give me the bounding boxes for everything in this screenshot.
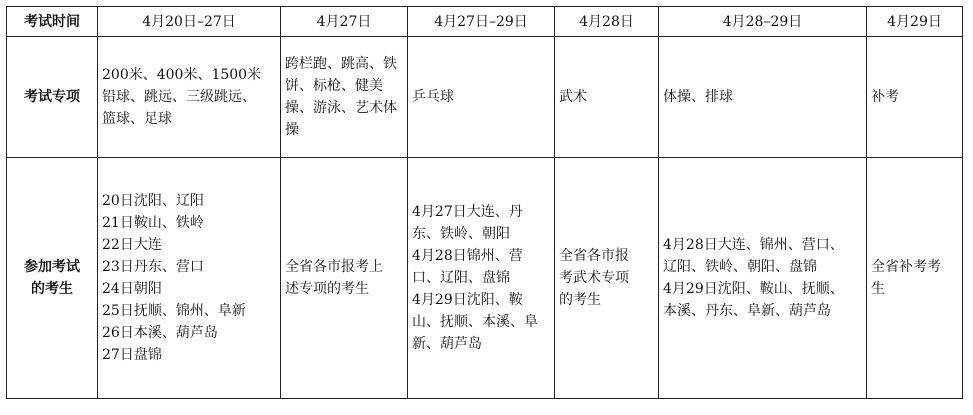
cell-line: 全省各市报 bbox=[559, 248, 629, 264]
cell-line: 23日丹东、营口 bbox=[102, 259, 204, 275]
cell-line: 武术 bbox=[559, 89, 587, 105]
cell-line: 4月29日沈阳、鞍 bbox=[412, 292, 523, 308]
candidate-cell bbox=[408, 158, 555, 399]
header-label-exam-time: 考试时间 bbox=[7, 7, 98, 37]
cell-line: 操 bbox=[285, 122, 299, 138]
cell-line: 体操、排球 bbox=[663, 89, 733, 105]
cell-line: 26日本溪、葫芦岛 bbox=[102, 325, 218, 341]
cell-line: 22日大连 bbox=[102, 237, 162, 253]
cell-line: 4月27日大连、丹 bbox=[412, 204, 523, 220]
row-label-candidates bbox=[7, 158, 98, 399]
cell-line: 27日盘锦 bbox=[102, 347, 162, 363]
cell-line: 跨栏跑、跳高、铁 bbox=[285, 56, 397, 72]
exam-schedule-table bbox=[6, 6, 963, 399]
cell-line: 生 bbox=[871, 281, 885, 297]
cell-line: 新、葫芦岛 bbox=[412, 336, 482, 352]
cell-line: 乒乓球 bbox=[412, 89, 454, 105]
cell-line: 25日抚顺、锦州、阜新 bbox=[102, 303, 246, 319]
subject-cell bbox=[281, 37, 408, 158]
subject-cell bbox=[867, 37, 963, 158]
candidate-cell bbox=[867, 158, 963, 399]
cell-line: 东、铁岭、朝阳 bbox=[412, 226, 510, 242]
cell-line: 铅球、跳远、三级跳远、 bbox=[102, 89, 256, 105]
candidate-cell bbox=[555, 158, 659, 399]
cell-line: 考武术专项 bbox=[559, 270, 629, 286]
cell-line: 补考 bbox=[871, 89, 899, 105]
cell-line: 4月29日沈阳、鞍山、抚顺、 bbox=[663, 281, 844, 297]
subject-cell bbox=[659, 37, 867, 158]
candidate-cell bbox=[659, 158, 867, 399]
header-row bbox=[7, 7, 963, 37]
cell-line: 4月28日锦州、营 bbox=[412, 248, 523, 264]
header-date: 4月28日 bbox=[555, 7, 659, 37]
cell-line: 全省补考考 bbox=[871, 259, 941, 275]
cell-line: 本溪、丹东、阜新、葫芦岛 bbox=[663, 303, 831, 319]
candidate-cell bbox=[98, 158, 281, 399]
cell-line: 篮球、足球 bbox=[102, 111, 172, 127]
cell-line: 山、抚顺、本溪、阜 bbox=[412, 314, 538, 330]
subject-cell bbox=[408, 37, 555, 158]
header-date: 4月20日–27日 bbox=[98, 7, 281, 37]
row-label-subjects: 考试专项 bbox=[7, 37, 98, 158]
cell-line: 口、辽阳、盘锦 bbox=[412, 270, 510, 286]
cell-line: 辽阳、铁岭、朝阳、盘锦 bbox=[663, 259, 817, 275]
cell-line: 24日朝阳 bbox=[102, 281, 162, 297]
cell-line: 200米、400米、1500米 bbox=[102, 67, 262, 83]
cell-line: 4月28日大连、锦州、营口、 bbox=[663, 237, 844, 253]
cell-line: 的考生 bbox=[559, 292, 601, 308]
cell-line: 21日鞍山、铁岭 bbox=[102, 215, 204, 231]
label-line: 的考生 bbox=[31, 281, 73, 297]
cell-line: 全省各市报考上 bbox=[285, 259, 383, 275]
header-date: 4月29日 bbox=[867, 7, 963, 37]
candidate-cell bbox=[281, 158, 408, 399]
cell-line: 操、游泳、艺术体 bbox=[285, 100, 397, 116]
header-date: 4月27日–29日 bbox=[408, 7, 555, 37]
header-date: 4月27日 bbox=[281, 7, 408, 37]
subjects-row bbox=[7, 37, 963, 158]
header-date: 4月28–29日 bbox=[659, 7, 867, 37]
subject-cell bbox=[98, 37, 281, 158]
label-line: 参加考试 bbox=[24, 259, 80, 275]
candidates-row bbox=[7, 158, 963, 399]
cell-line: 述专项的考生 bbox=[285, 281, 369, 297]
cell-line: 20日沈阳、辽阳 bbox=[102, 193, 204, 209]
cell-line: 饼、标枪、健美 bbox=[285, 78, 383, 94]
subject-cell bbox=[555, 37, 659, 158]
